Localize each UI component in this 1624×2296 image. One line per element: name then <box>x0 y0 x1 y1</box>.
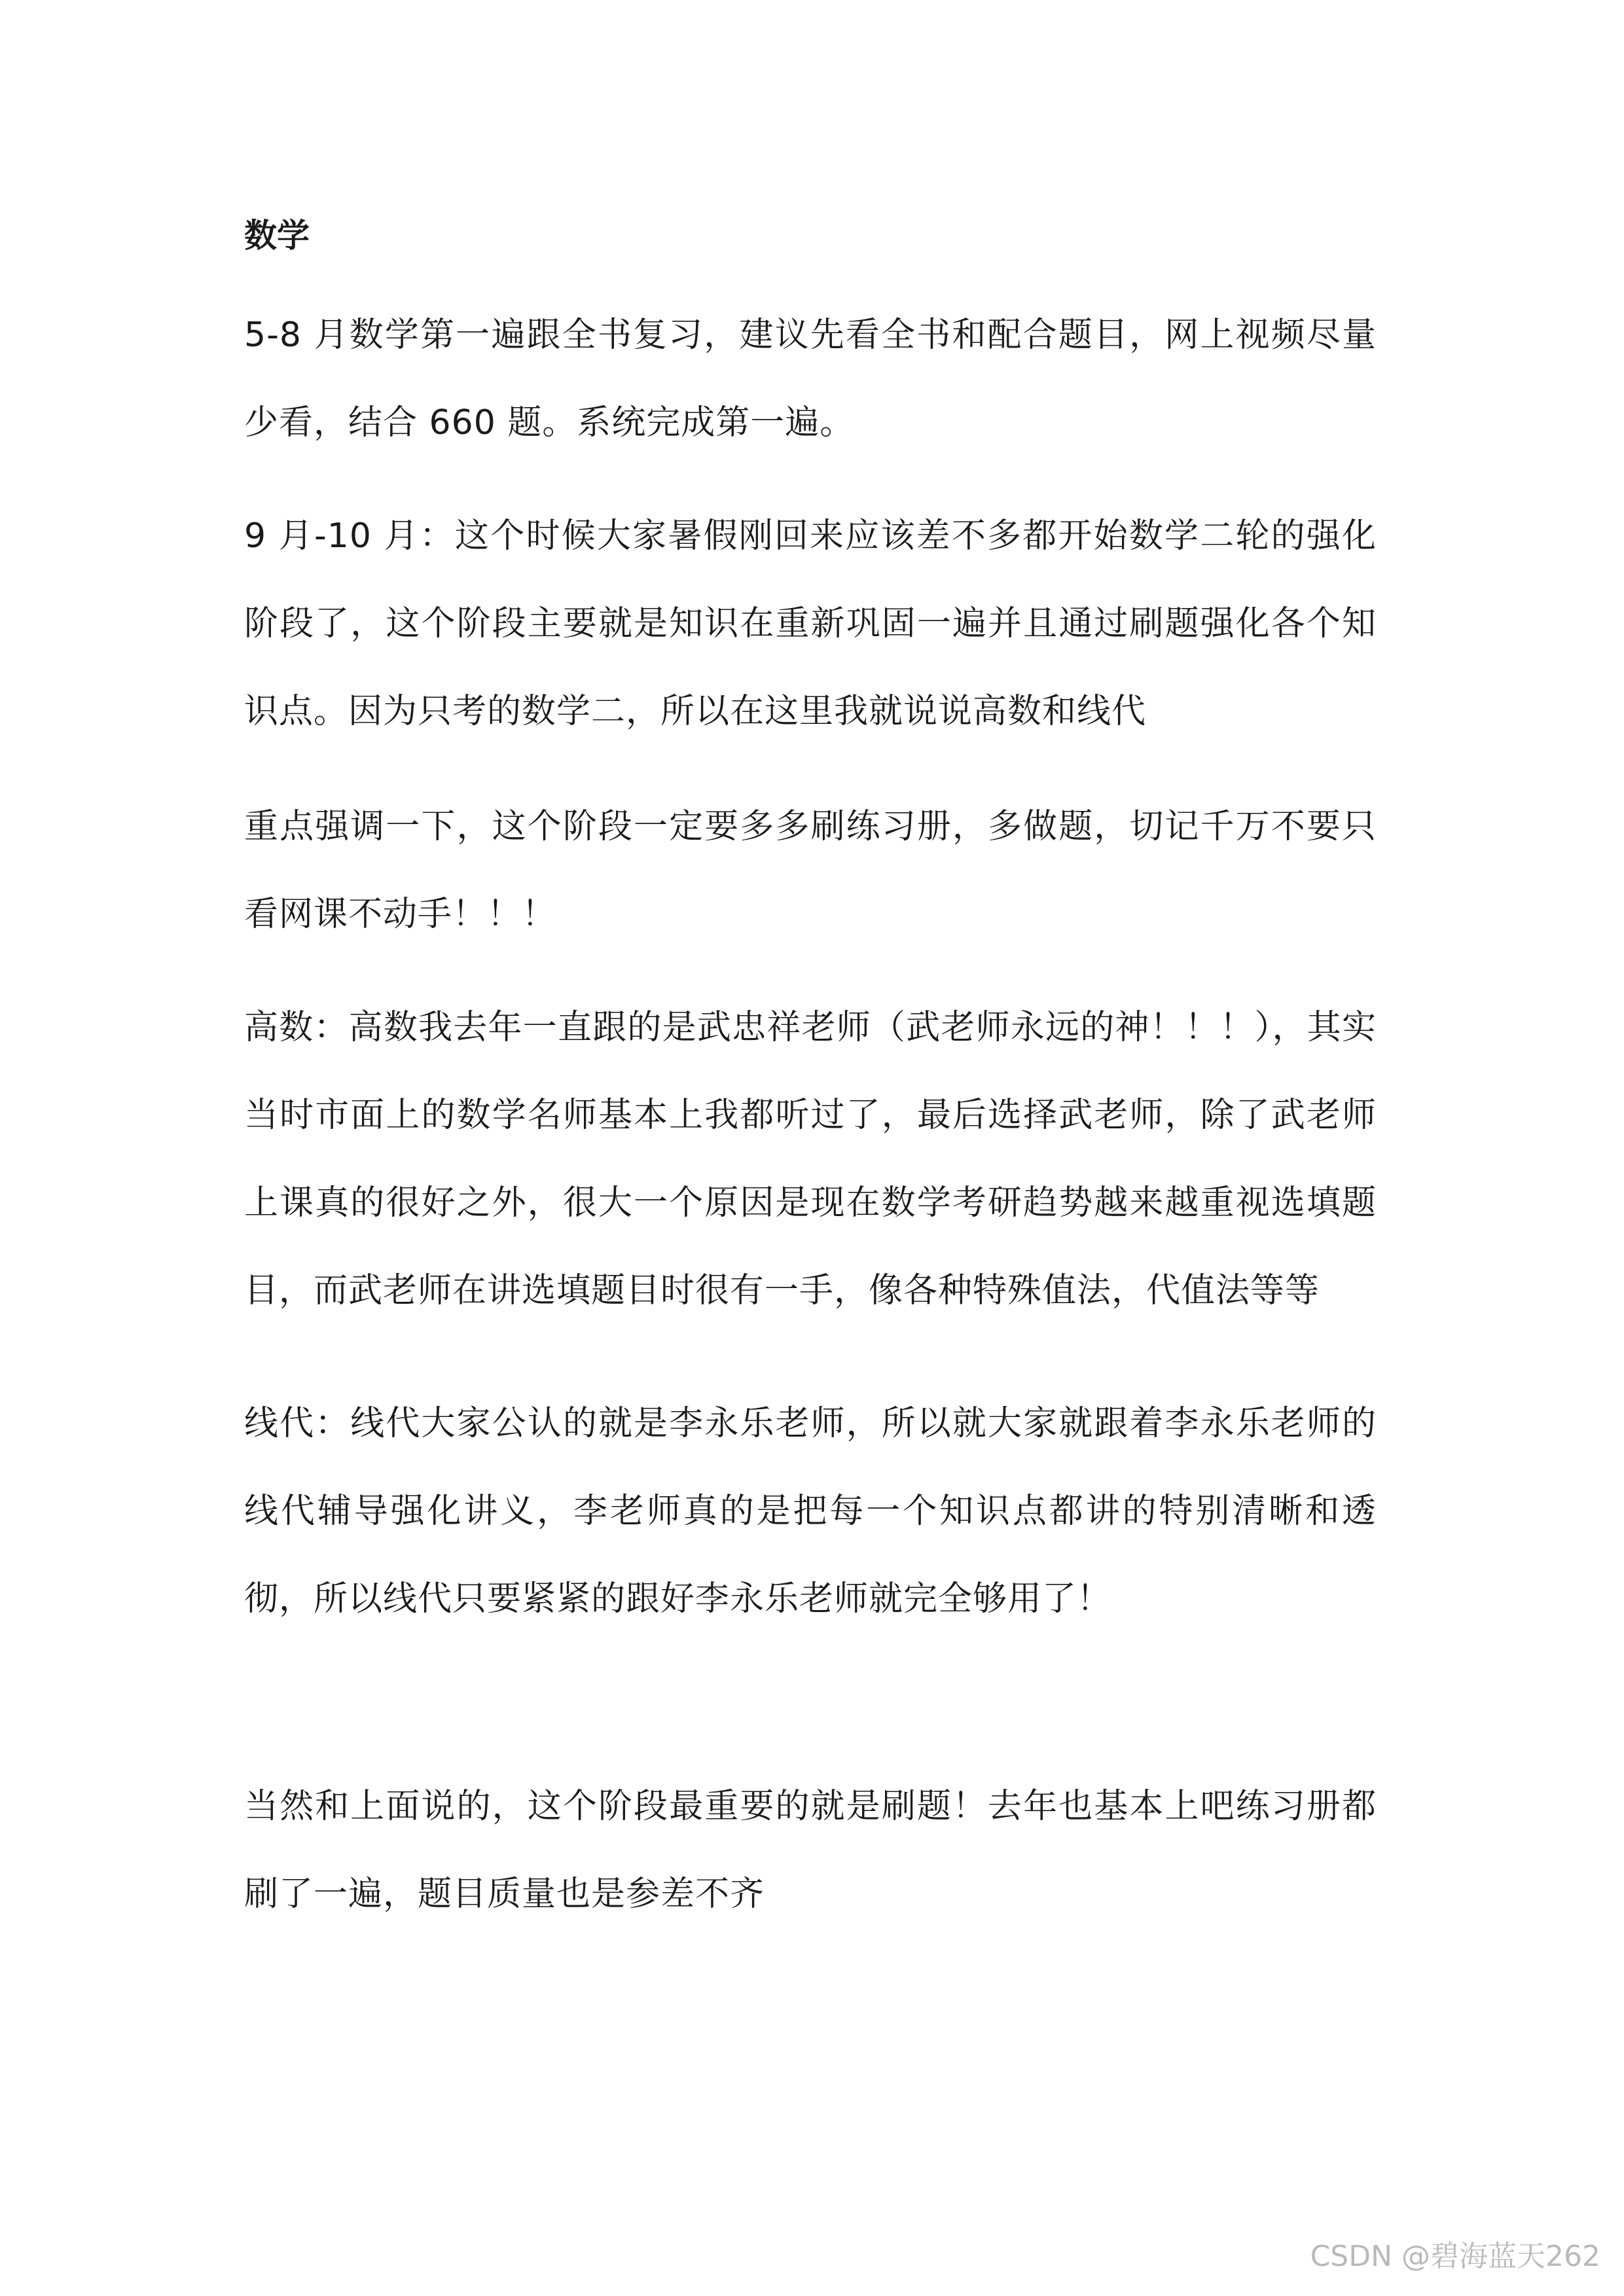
csdn-watermark: CSDN @碧海蓝天262 <box>1310 2240 1600 2273</box>
paragraph-4: 高数：高数我去年一直跟的是武忠祥老师（武老师永远的神！！！），其实当时市面上的数学名师基本上我都听过了，最后选择武老师，除了武老师上课真的很好之外，很大一个原因是现在数学考研趋势越来越重视选填题目，而武老师在讲选填题目时很有一手，像各种特殊值法，代值法等等 <box>244 1008 1377 1310</box>
paragraph-3: 重点强调一下，这个阶段一定要多多刷练习册，多做题，切记千万不要只看网课不动手！！！ <box>244 807 1377 934</box>
paragraph-2: 9 月-10 月：这个时候大家暑假刚回来应该差不多都开始数学二轮的强化阶段了，这个阶段主要就是知识在重新巩固一遍并且通过刷题强化各个知识点。因为只考的数学二，所以在这里我就说说高数和线代 <box>244 516 1377 731</box>
section-heading: 数学 <box>244 217 310 255</box>
paragraph-6: 当然和上面说的，这个阶段最重要的就是刷题！去年也基本上吧练习册都刷了一遍，题目质量也是参差不齐 <box>244 1787 1377 1914</box>
paragraph-1: 5-8 月数学第一遍跟全书复习，建议先看全书和配合题目，网上视频尽量少看，结合 660 题。系统完成第一遍。 <box>244 315 1377 442</box>
paragraph-5: 线代：线代大家公认的就是李永乐老师，所以就大家就跟着李永乐老师的线代辅导强化讲义，李老师真的是把每一个知识点都讲的特别清晰和透彻，所以线代只要紧紧的跟好李永乐老师就完全够用了！ <box>244 1404 1377 1619</box>
